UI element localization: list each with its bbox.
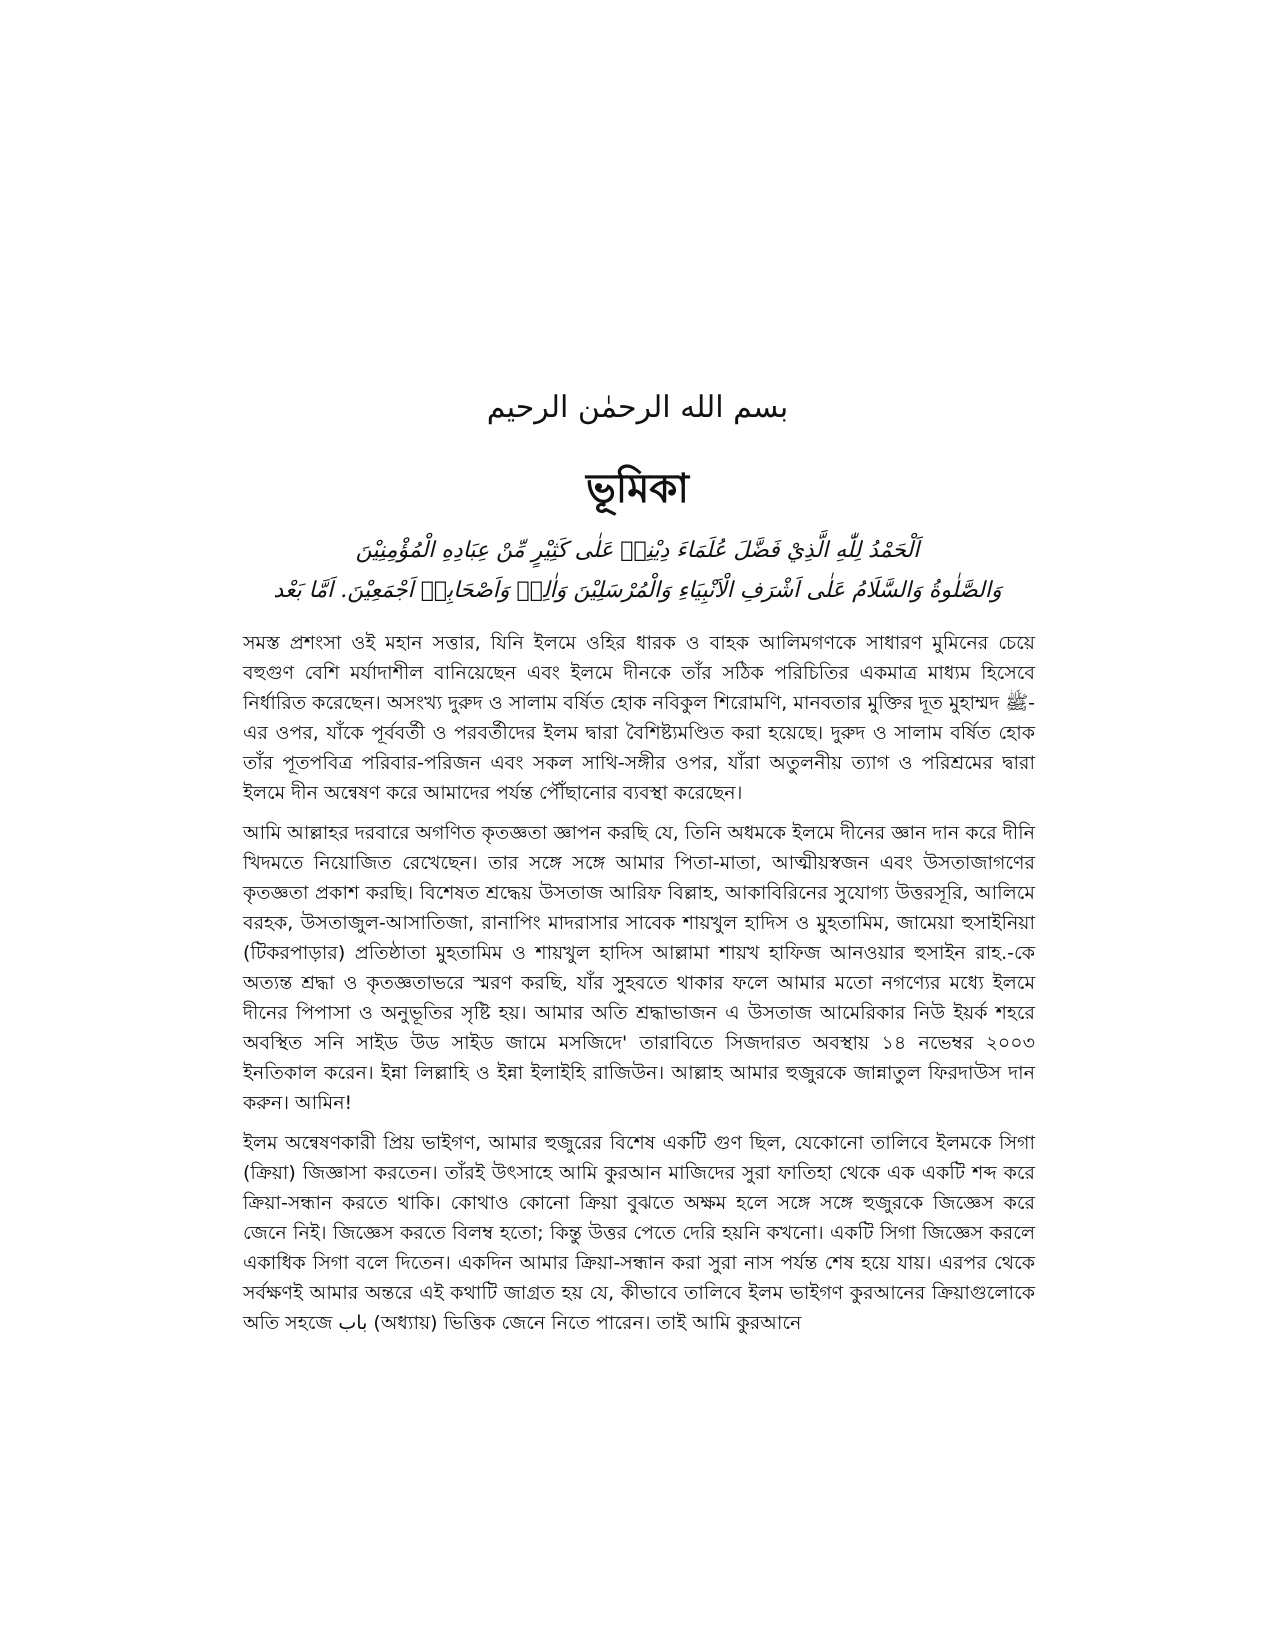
paragraph-1: সমস্ত প্রশংসা ওই মহান সত্তার, যিনি ইলমে ওহির ধারক ও বাহক আলিমগণকে সাধারণ মুমিনের চেয়ে বহুগুণ বেশি মর্যাদাশীল বানিয়েছেন এবং ইলমে দীনকে তাঁর সঠিক পরিচিতির একমাত্র মাধ্যম হিসেবে নির্ধারিত করেছেন। অসংখ্য দুরুদ ও সালাম বর্ষিত হোক নবিকুল শিরোমণি, মানবতার মুক্তির দূত মুহাম্মদ ﷺ-এর ওপর, যাঁকে পূর্ববর্তী ও পরবর্তীদের ইলম দ্বারা বৈশিষ্ট্যমণ্ডিত করা হয়েছে। দুরুদ ও সালাম বর্ষিত হোক তাঁর পূতপবিত্র পরিবার-পরিজন এবং সকল সাথি-সঙ্গীর ওপর, যাঁরা অতুলনীয় ত্যাগ ও পরিশ্রমের দ্বারা ইলমে দীন অন্বেষণ করে আমাদের পর্যন্ত পৌঁছানোর ব্যবস্থা করেছেন।	[243, 632, 1035, 804]
paragraph-2: আমি আল্লাহর দরবারে অগণিত কৃতজ্ঞতা জ্ঞাপন করছি যে, তিনি অধমকে ইলমে দীনের জ্ঞান দান করে দীনি খিদমতে নিয়োজিত রেখেছেন। তার সঙ্গে সঙ্গে আমার পিতা-মাতা, আত্মীয়স্বজন এবং উসতাজাগণের কৃতজ্ঞতা প্রকাশ করছি। বিশেষত শ্রদ্ধেয় উসতাজ আরিফ বিল্লাহ, আকাবিরিনের সুযোগ্য উত্তরসূরি, আলিমে বরহক, উসতাজুল-আসাতিজা, রানাপিং মাদরাসার সাবেক শায়খুল হাদিস ও মুহতামিম, জামেয়া হুসাইনিয়া (টিকরপাড়ার) প্রতিষ্ঠাতা মুহতামিম ও শায়খুল হাদিস আল্লামা শায়খ হাফিজ আনওয়ার হুসাইন রাহ.-কে অত্যন্ত শ্রদ্ধা ও কৃতজ্ঞতাভরে স্মরণ করছি, যাঁর সুহবতে থাকার ফলে আমার মতো নগণ্যের মধ্যে ইলমে দীনের পিপাসা ও অনুভূতির সৃষ্টি হয়। আমার অতি শ্রদ্ধাভাজন এ উসতাজ আমেরিকার নিউ ইয়র্ক শহরে অবস্থিত সনি সাইড উড সাইড জামে মসজিদে' তারাবিতে সিজদারত অবস্থায় ১৪ নভেম্বর ২০০৩ ইনতিকাল করেন। ইন্না লিল্লাহি ও ইন্না ইলাইহি রাজিউন। আল্লাহ আমার হুজুরকে জান্নাতুল ফিরদাউস দান করুন। আমিন!	[243, 822, 1035, 1114]
paragraph-3: ইলম অন্বেষণকারী প্রিয় ভাইগণ, আমার হুজুরের বিশেষ একটি গুণ ছিল, যেকোনো তালিবে ইলমকে সিগা (ক্রিয়া) জিজ্ঞাসা করতেন। তাঁরই উৎসাহে আমি কুরআন মাজিদের সুরা ফাতিহা থেকে এক একটি শব্দ করে ক্রিয়া-সন্ধান করতে থাকি। কোথাও কোনো ক্রিয়া বুঝতে অক্ষম হলে সঙ্গে সঙ্গে হুজুরকে জিজ্ঞেস করে জেনে নিই। জিজ্ঞেস করতে বিলম্ব হতো; কিন্তু উত্তর পেতে দেরি হয়নি কখনো। একটি সিগা জিজ্ঞেস করলে একাধিক সিগা বলে দিতেন। একদিন আমার ক্রিয়া-সন্ধান করা সুরা নাস পর্যন্ত শেষ হয়ে যায়। এরপর থেকে সর্বক্ষণই আমার অন্তরে এই কথাটি জাগ্রত হয় যে, কীভাবে তালিবে ইলম ভাইগণ কুরআনের ক্রিয়াগুলোকে অতি সহজে باب (অধ্যায়) ভিত্তিক জেনে নিতে পারেন। তাই আমি কুরআনে	[243, 1132, 1035, 1334]
body-text	[243, 628, 1035, 1348]
page-title: ভূমিকা	[585, 466, 690, 512]
arabic-invocation-line-1: اَلْحَمْدُ لِلّٰهِ الَّذِيْ فَضَّلَ عُلَمَاءَ دِيْنِهٖ عَلٰى كَثِيْرٍ مِّنْ عِبَادِهِ الْمُؤْمِنِيْنَ	[355, 538, 920, 563]
arabic-invocation-line-2: وَالصَّلٰوةُ وَالسَّلَامُ عَلٰى اَشْرَفِ الْاَنْبِيَاءِ وَالْمُرْسَلِيْنَ وَاٰلِهٖ وَاَصْحَابِهٖ اَجْمَعِيْنَ. اَمَّا بَعْد	[273, 578, 1002, 603]
basmala-heading: بسم الله الرحمٰن الرحيم	[486, 390, 789, 425]
